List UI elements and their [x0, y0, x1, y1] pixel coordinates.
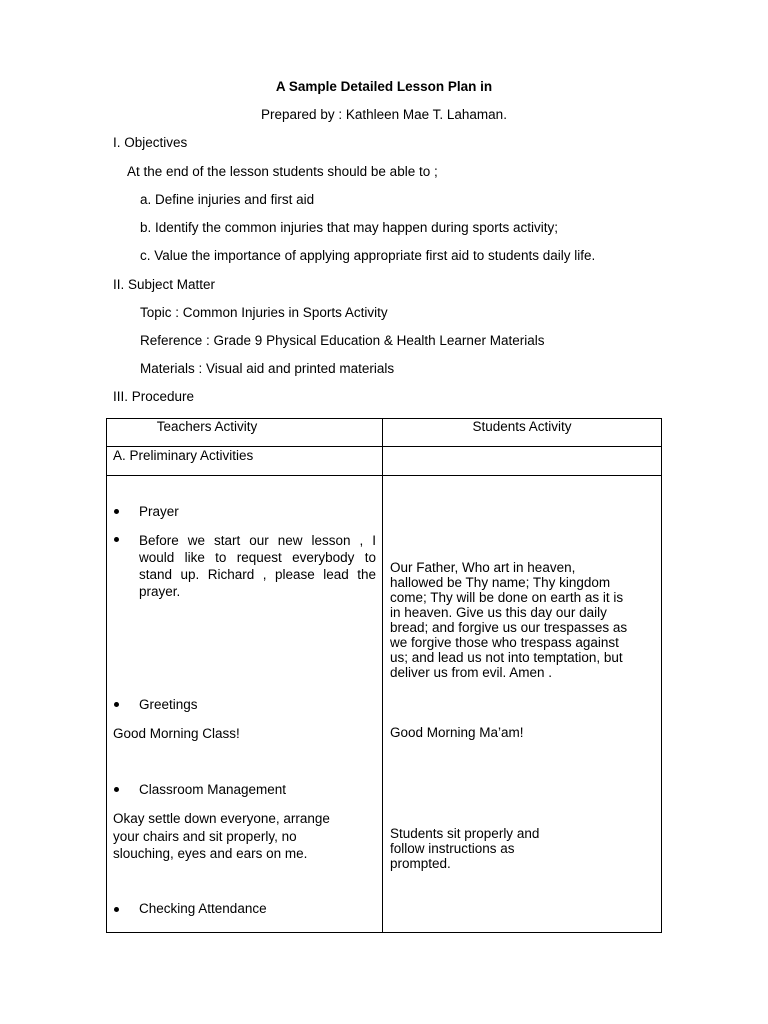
subject-reference: Reference : Grade 9 Physical Education & Health Learner Materials — [140, 333, 545, 348]
subject-materials: Materials : Visual aid and printed materials — [140, 361, 395, 376]
students-activity-header: Students Activity — [472, 419, 572, 434]
classroom-management-label: Classroom Management — [139, 782, 287, 797]
greetings-label: Greetings — [139, 697, 198, 712]
prepared-by: Prepared by : Kathleen Mae T. Lahaman. — [261, 107, 507, 122]
teacher-greeting-text: Good Morning Class! — [113, 726, 240, 741]
management-teacher-text: Okay settle down everyone, arrange your chairs and sit properly, no slouching, eyes and ears on me. — [113, 811, 330, 861]
teachers-activity-header: Teachers Activity — [156, 419, 258, 434]
prayer-label: Prayer — [139, 504, 179, 519]
bullet-icon — [114, 702, 119, 707]
prayer-response-text: Our Father, Who art in heaven, hallowed be Thy name; Thy kingdom come; Thy will be done on earth as it is in heaven. Give us this day our daily bread; and forgive us our trespasses as we forgive those who trespass against us; and lead us not into temptation, but deliver us from evil. Amen . — [390, 560, 628, 680]
bullet-icon — [114, 787, 119, 792]
table-column-divider — [382, 418, 383, 933]
management-student-text: Students sit properly and follow instructions as prompted. — [390, 826, 540, 871]
document-title: A Sample Detailed Lesson Plan in — [275, 79, 493, 94]
subject-matter-heading: II. Subject Matter — [113, 277, 216, 292]
objective-item: b. Identify the common injuries that may happen during sports activity; — [140, 220, 558, 235]
prayer-request-text: Before we start our new lesson , I would like to request everybody to stand up. Richard , please lead the prayer. — [139, 533, 376, 599]
checking-attendance-label: Checking Attendance — [139, 901, 267, 916]
bullet-icon — [114, 509, 119, 514]
objective-item: a. Define injuries and first aid — [140, 192, 315, 207]
subject-topic: Topic : Common Injuries in Sports Activity — [140, 305, 388, 320]
table-row-divider — [106, 475, 662, 476]
student-greeting-text: Good Morning Ma’am! — [390, 725, 524, 740]
preliminary-activities-label: A. Preliminary Activities — [113, 448, 254, 463]
bullet-icon — [114, 537, 119, 542]
bullet-icon — [114, 907, 119, 912]
procedure-heading: III. Procedure — [113, 389, 195, 404]
objectives-intro: At the end of the lesson students should be able to ; — [127, 164, 438, 179]
objectives-heading: I. Objectives — [113, 135, 188, 150]
table-row-divider — [106, 446, 662, 447]
objective-item: c. Value the importance of applying appropriate first aid to students daily life. — [140, 248, 596, 263]
